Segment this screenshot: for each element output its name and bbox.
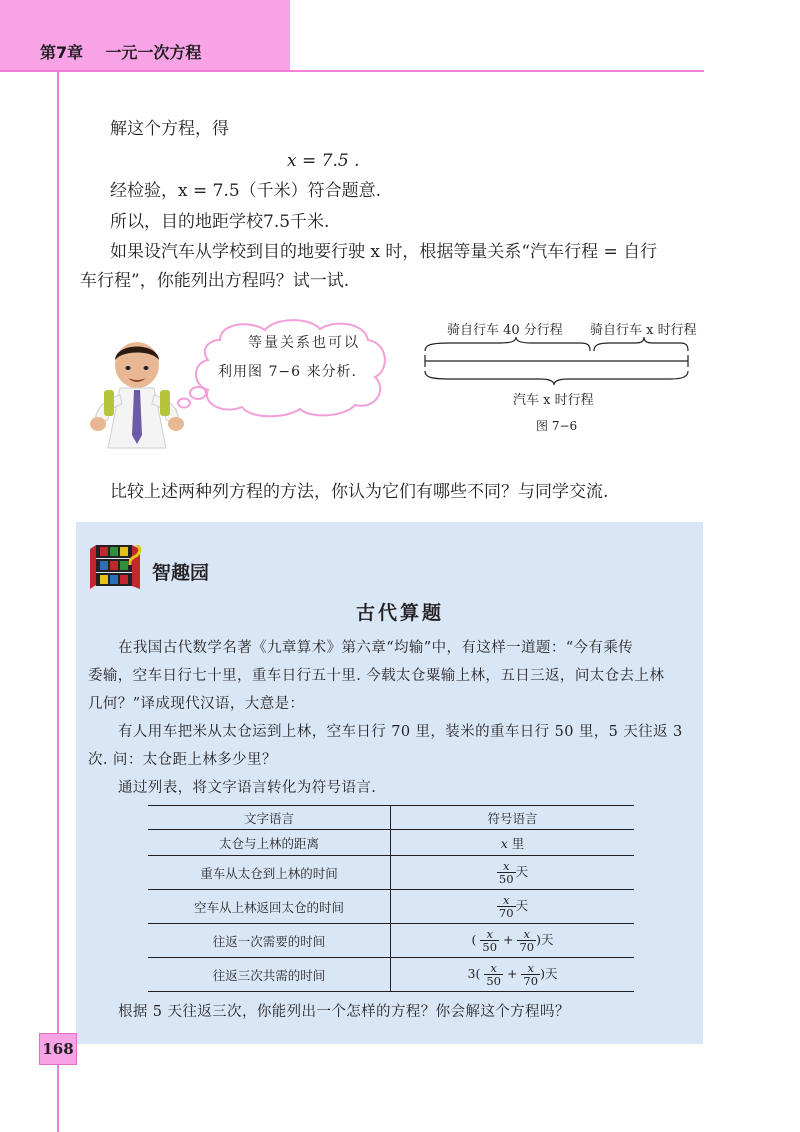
brace-x-hours-bike <box>594 337 688 351</box>
box-paragraph-4: 根据 5 天往返三次，你能列出一个怎样的方程？你会解这个方程吗？ <box>118 1004 570 1020</box>
figure-caption: 图 7−6 <box>536 419 578 433</box>
bubble-line-1: 等量关系也可以 <box>248 335 360 351</box>
page-number: 168 <box>39 1033 77 1065</box>
boy-illustration <box>82 340 192 460</box>
cell-symbol: $\frac{x}{70}$ 天 <box>498 893 529 920</box>
problem-title: 古代算题 <box>355 602 444 624</box>
box-paragraph-1b: 委输，空车日行七十里，重车日行五十里. 今载太仓粟输上林，五日三返，问太仓去上林 <box>88 668 665 684</box>
compare-prompt: 比较上述两种列方程的方法，你认为它们有哪些不同？与同学交流. <box>110 482 609 502</box>
label-bike-40-min: 骑自行车 40 分行程 <box>447 323 563 338</box>
header-text-language: 文字语言 <box>148 806 391 830</box>
solution-equation: x = 7.5 . <box>287 151 360 171</box>
cell-symbol: 3( $\frac{x}{50}$ + $\frac{x}{70}$ )天 <box>467 961 558 988</box>
cell-symbol: x 里 <box>500 835 525 851</box>
solution-line-4b: 车行程”，你能列出方程吗？试一试. <box>80 271 350 291</box>
translation-table <box>148 805 634 992</box>
table-header-row <box>148 806 634 830</box>
solution-line-4a: 如果设汽车从学校到目的地要行驶 x 时，根据等量关系“汽车行程 = 自行 <box>110 242 658 262</box>
solution-line-3: 所以，目的地距学校7.5千米. <box>110 212 330 232</box>
box-paragraph-1a: 在我国古代数学名著《九章算术》第六章“均输”中，有这样一道题：“今有乘传 <box>118 640 634 656</box>
table-row <box>148 830 634 856</box>
label-bike-x-hours: 骑自行车 x 时行程 <box>590 323 697 338</box>
table-row <box>148 856 634 890</box>
solution-line-2: 经检验，x = 7.5（千米）符合题意. <box>110 181 382 201</box>
brace-40-min <box>425 337 590 351</box>
chapter-heading <box>40 40 201 63</box>
cell-text: 往返三次共需的时间 <box>148 958 391 992</box>
brace-car <box>425 371 688 385</box>
header-symbol-language: 符号语言 <box>487 810 538 826</box>
cell-symbol: ( $\frac{x}{50}$ + $\frac{x}{70}$ )天 <box>471 927 554 954</box>
puzzle-cube-icon <box>88 545 146 589</box>
table-row <box>148 958 634 992</box>
box-paragraph-2b: 次. 问：太仓距上林多少里？ <box>88 752 277 768</box>
box-paragraph-1c: 几何？”译成现代汉语，大意是： <box>88 696 305 712</box>
cell-text: 往返一次需要的时间 <box>148 924 391 958</box>
box-paragraph-2a: 有人用车把米从太仓运到上林，空车日行 70 里，装米的重车日行 50 里，5 天往返 3 <box>118 724 683 740</box>
solution-line-1: 解这个方程，得 <box>110 119 229 139</box>
header-rule <box>0 70 704 72</box>
section-title: 智趣园 <box>152 562 210 584</box>
table-row <box>148 924 634 958</box>
table-row <box>148 890 634 924</box>
chapter-number: 第7章 <box>40 43 84 62</box>
label-car-x-hours: 汽车 x 时行程 <box>513 393 594 408</box>
bubble-line-2: 利用图 7−6 来分析. <box>218 364 357 380</box>
box-paragraph-3: 通过列表，将文字语言转化为符号语言. <box>118 780 377 796</box>
cell-symbol: $\frac{x}{50}$ 天 <box>498 859 529 886</box>
cell-text: 空车从上林返回太仓的时间 <box>148 890 391 924</box>
cell-text: 重车从太仓到上林的时间 <box>148 856 391 890</box>
chapter-title: 一元一次方程 <box>105 43 202 62</box>
cell-text: 太仓与上林的距离 <box>148 830 391 856</box>
